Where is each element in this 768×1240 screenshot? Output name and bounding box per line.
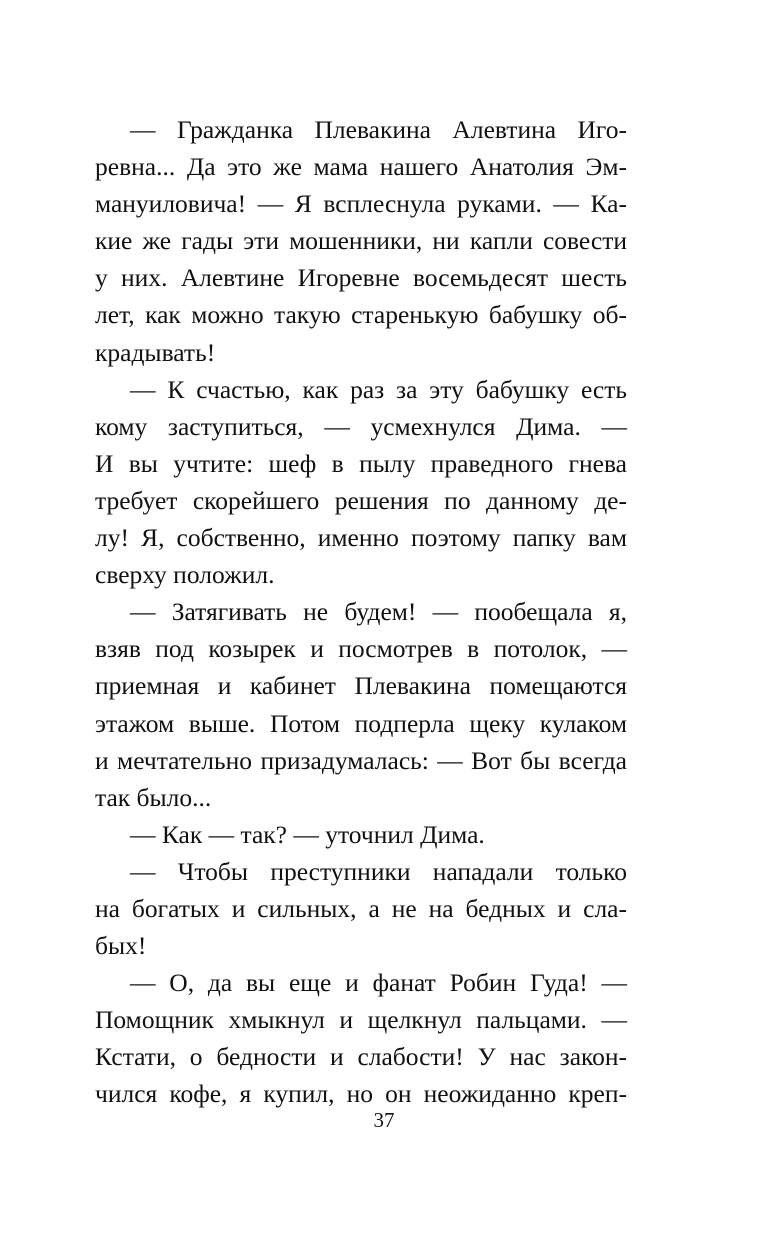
text-line: этажом выше. Потом подперла щеку кулаком xyxy=(95,708,627,738)
text-line: на богатых и сильных, а не на бедных и сла- xyxy=(95,893,627,923)
text-line: И вы учтите: шеф в пылу праведного гнева xyxy=(95,448,627,478)
text-line: так было... xyxy=(95,782,212,812)
text-line: — О, да вы еще и фанат Робин Гуда! — xyxy=(130,968,627,998)
text-line: — Затягивать не будем! — пообещала я, xyxy=(130,597,627,627)
page-number: 37 xyxy=(373,1108,395,1132)
book-page-text xyxy=(95,111,627,1113)
text-line: крадывать! xyxy=(95,337,216,367)
text-line: мануиловича! — Я всплеснула руками. — Ка- xyxy=(95,189,627,219)
text-line: лет, как можно такую старенькую бабушку об- xyxy=(95,300,627,330)
text-line: сверху положил. xyxy=(95,560,275,590)
text-line: Помощник хмыкнул и щелкнул пальцами. — xyxy=(95,1005,627,1035)
text-line: — Чтобы преступники нападали только xyxy=(130,856,627,886)
text-line: требует скорейшего решения по данному де- xyxy=(95,485,627,515)
text-line: и мечтательно призадумалась: — Вот бы всегда xyxy=(95,745,627,775)
text-line: Кстати, о бедности и слабости! У нас закон- xyxy=(95,1042,627,1072)
text-line: ревна... Да это же мама нашего Анатолия Эм- xyxy=(95,152,627,182)
text-line: лу! Я, собственно, именно поэтому папку вам xyxy=(95,523,627,553)
text-line: приемная и кабинет Плевакина помещаются xyxy=(95,671,627,701)
text-line: — К счастью, как раз за эту бабушку есть xyxy=(130,374,627,404)
text-line: у них. Алевтине Игоревне восемьдесят шесть xyxy=(95,263,627,293)
text-line: — Гражданка Плевакина Алевтина Иго- xyxy=(130,115,627,144)
text-line: бых! xyxy=(95,931,147,961)
text-line: кому заступиться, — усмехнулся Дима. — xyxy=(95,411,627,441)
text-line: взяв под козырек и посмотрев в потолок, — xyxy=(95,634,627,664)
text-line: кие же гады эти мошенники, ни капли совести xyxy=(95,226,627,256)
text-line: чился кофе, я купил, но он неожиданно креп- xyxy=(95,1079,627,1109)
text-line: — Как — так? — уточнил Дима. xyxy=(130,819,485,849)
